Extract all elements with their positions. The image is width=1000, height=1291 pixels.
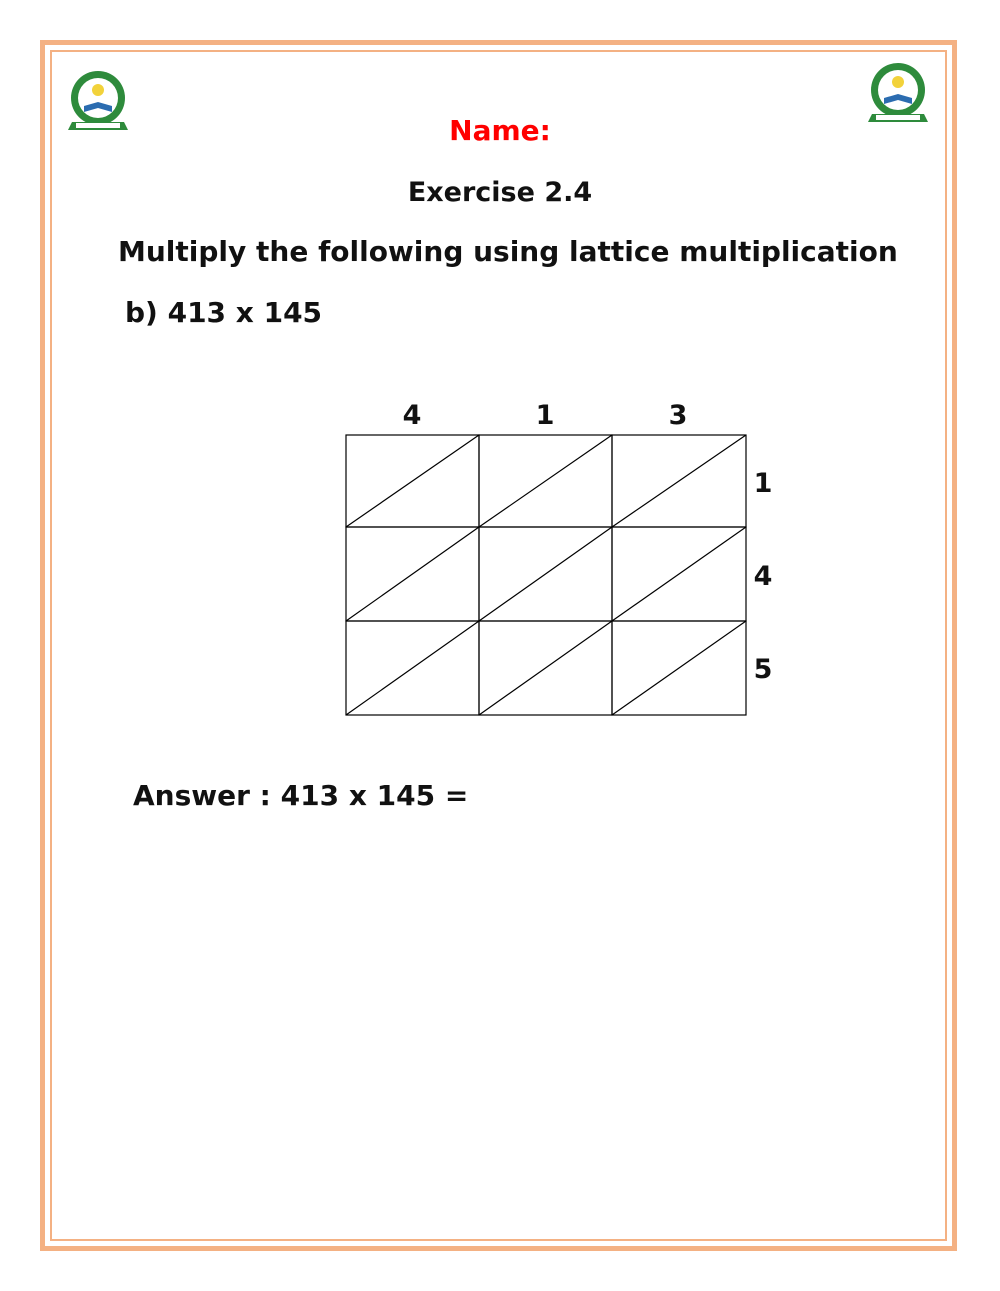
answer-label: Answer : 413 x 145 = <box>133 779 469 812</box>
name-label: Name: <box>449 114 551 147</box>
diagonal-r2c2 <box>479 527 612 621</box>
side-digit-3: 5 <box>753 654 773 685</box>
diagonal-r2c3 <box>612 527 746 621</box>
diagonal-r3c2 <box>479 621 612 715</box>
top-digit-1: 4 <box>402 400 422 431</box>
diagonal-r2c1 <box>346 527 479 621</box>
instruction-text: Multiply the following using lattice multiplication <box>118 235 898 268</box>
diagonal-r3c1 <box>346 621 479 715</box>
side-digit-2: 4 <box>753 561 773 592</box>
diagonal-r3c3 <box>612 621 746 715</box>
top-digit-3: 3 <box>668 400 688 431</box>
side-digit-1: 1 <box>753 468 773 499</box>
diagonal-r1c2 <box>479 435 612 527</box>
lattice-grid <box>330 390 790 730</box>
diagonal-r1c1 <box>346 435 479 527</box>
top-digit-2: 1 <box>535 400 555 431</box>
exercise-title: Exercise 2.4 <box>407 177 593 208</box>
problem-label: b) 413 x 145 <box>125 296 323 329</box>
diagonal-r1c3 <box>612 435 746 527</box>
